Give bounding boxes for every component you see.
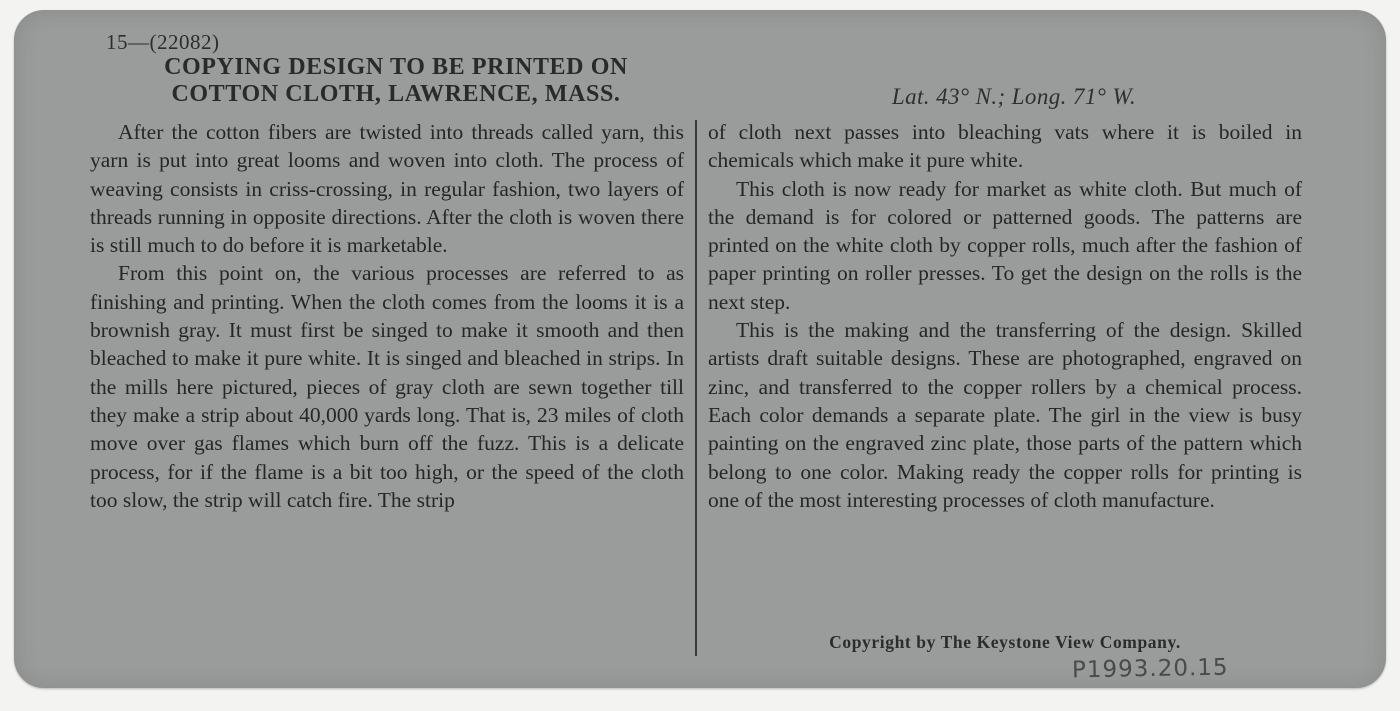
left-paragraph-2: From this point on, the various processes are referred to as finishing and printing. When the cloth comes from the looms it is a brownish gray. It must first be singed to make it smooth and then bleached to make it pure white. It is singed and bleached in strips. In the mills here pictured, pieces of gray cloth are sewn together till they make a strip about 40,000 yards long. That is, 23 miles of cloth move over gas flames which burn off the fuzz. This is a delicate process, for if the flame is a bit too high, or the speed of the cloth too slow, the strip will catch fire. The strip [90, 261, 684, 512]
lat-long: Lat. 43° N.; Long. 71° W. [891, 84, 1137, 109]
catalog-number: 15—(22082) [106, 30, 220, 54]
right-paragraph-2: This cloth is now ready for market as white cloth. But much of the demand is for colored or patterned goods. The patterns are printed on the white cloth by copper rolls, much after the fashion of paper printing on roller presses. To get the design on the rolls is the next step. [708, 176, 1302, 314]
title-line-2: COTTON CLOTH, LAWRENCE, MASS. [171, 81, 621, 107]
right-paragraph-1: of cloth next passes into bleaching vats where it is boiled in chemicals which make it pure white. [708, 120, 1302, 173]
left-column [90, 118, 684, 514]
card-title [86, 54, 706, 108]
right-paragraph-3: This is the making and the transferring of the design. Skilled artists draft suitable designs. These are photographed, engraved on zinc, and transferred to the copper rollers by a chemical process. Each color demands a separate plate. The girl in the view is busy painting on the engraved zinc plate, those parts of the pattern which belong to one color. Making ready the copper rolls for printing is one of the most interesting processes of cloth manufacture. [708, 318, 1302, 512]
column-divider [695, 120, 697, 656]
accession-number: P1993.20.15 [1071, 654, 1229, 684]
right-column [708, 118, 1302, 514]
title-line-1: COPYING DESIGN TO BE PRINTED ON [164, 54, 628, 80]
copyright-notice: Copyright by The Keystone View Company. [829, 632, 1181, 652]
left-paragraph-1: After the cotton fibers are twisted into threads called yarn, this yarn is put into great looms and woven into cloth. The process of weaving consists in criss-crossing, in regular fashion, two layers of threads running in opposite directions. After the cloth is woven there is still much to do before it is marketable. [90, 120, 684, 258]
